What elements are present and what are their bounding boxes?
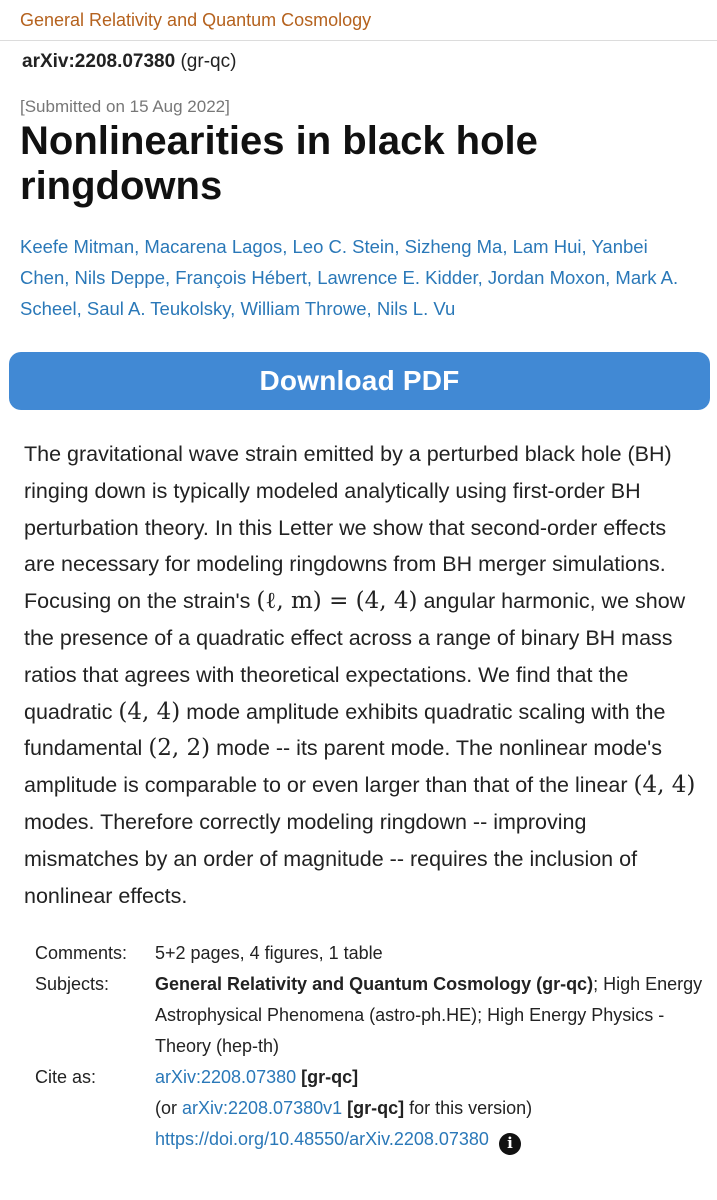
version-open: (or (155, 1098, 182, 1119)
author-separator: , (76, 298, 87, 319)
math-ell-m: (ℓ, m) = (4, 4) (256, 588, 418, 615)
author-link[interactable]: Yanbei Chen (20, 236, 648, 288)
metadata-table (35, 938, 717, 1155)
version-close: for this version) (404, 1098, 533, 1119)
author-link[interactable]: Leo C. Stein (292, 236, 395, 257)
doi-link[interactable]: https://doi.org/10.48550/arXiv.2208.07380 (155, 1129, 489, 1150)
cite-value (155, 1062, 705, 1155)
cite-label: Cite as: (35, 1067, 97, 1088)
other-subjects: ; High Energy Astrophysical Phenomena (astro-ph.HE); High Energy Physics - Theory (hep-th) (155, 974, 703, 1057)
author-list (20, 231, 700, 324)
author-separator: , (134, 236, 145, 257)
abstract-text: angular harmonic, we show the presence of a quadratic effect across a range of binary BH mass ratios that agrees with theoretical expectations. We find that the quadratic (24, 589, 686, 724)
abstract-text: The gravitational wave strain emitted by a perturbed black hole (BH) ringing down is typically modeled analytically using first-order BH perturbation theory. In this Letter we show that second-order effects are necessary for modeling ringdowns from BH merger simulations. Focusing on the strain's (24, 442, 672, 614)
author-link[interactable]: Sizheng Ma (404, 236, 503, 257)
author-separator: , (165, 267, 176, 288)
abstract-text: modes. Therefore correctly modeling ringdown -- improving mismatches by an order of magnitude -- requires the inclusion of nonlinear effects. (24, 809, 638, 908)
author-link[interactable]: Lawrence E. Kidder (317, 267, 478, 288)
comments-value: 5+2 pages, 4 figures, 1 table (155, 943, 383, 964)
author-separator: , (502, 236, 513, 257)
paper-id-line (22, 47, 717, 77)
subjects-value (155, 969, 705, 1062)
author-separator: , (366, 298, 377, 319)
version-class: [gr-qc] (347, 1098, 405, 1119)
abstract-text: mode -- its parent mode. The nonlinear mode's amplitude is comparable to or even larger than that of the linear (24, 736, 663, 798)
author-link[interactable]: Saul A. Teukolsky (86, 298, 231, 319)
author-separator: , (282, 236, 293, 257)
author-link[interactable]: Nils L. Vu (376, 298, 456, 319)
cite-class: [gr-qc] (301, 1067, 359, 1088)
subjects-label: Subjects: (35, 974, 110, 995)
abstract-text: mode amplitude exhibits quadratic scaling with the fundamental (24, 699, 666, 761)
author-link[interactable]: Mark A. Scheel (20, 267, 679, 319)
abstract (24, 436, 699, 914)
author-link[interactable]: Macarena Lagos (144, 236, 283, 257)
math-22: (2, 2) (148, 735, 211, 762)
author-separator: , (230, 298, 241, 319)
version-link[interactable]: arXiv:2208.07380v1 (182, 1098, 343, 1119)
author-link[interactable]: Nils Deppe (74, 267, 166, 288)
paper-id: arXiv:2208.07380 (22, 51, 176, 72)
submission-date: [Submitted on 15 Aug 2022] (20, 97, 230, 116)
author-link[interactable]: Keefe Mitman (20, 236, 135, 257)
math-44: (4, 4) (118, 698, 181, 725)
author-link[interactable]: Jordan Moxon (487, 267, 606, 288)
author-separator: , (477, 267, 488, 288)
category-bar (0, 0, 717, 41)
author-link[interactable]: François Hébert (175, 267, 307, 288)
author-link[interactable]: William Throwe (240, 298, 367, 319)
cite-row (35, 1062, 717, 1155)
math-44: (4, 4) (633, 772, 696, 799)
download-pdf-button[interactable]: Download PDF (9, 352, 710, 410)
paper-id-class: (gr-qc) (180, 51, 237, 72)
author-separator: , (64, 267, 75, 288)
comments-label: Comments: (35, 943, 128, 964)
comments-row (35, 938, 717, 969)
info-icon[interactable]: i (499, 1133, 521, 1155)
author-separator: , (605, 267, 616, 288)
author-separator: , (306, 267, 318, 288)
author-separator: , (394, 236, 405, 257)
primary-subject: General Relativity and Quantum Cosmology (gr-qc) (155, 974, 594, 995)
category-link[interactable]: General Relativity and Quantum Cosmology (20, 9, 372, 30)
subjects-row (35, 969, 717, 1062)
author-separator: , (581, 236, 592, 257)
cite-link[interactable]: arXiv:2208.07380 (155, 1067, 297, 1088)
page-title: Nonlinearities in black hole ringdowns (20, 119, 538, 208)
author-link[interactable]: Lam Hui (512, 236, 582, 257)
